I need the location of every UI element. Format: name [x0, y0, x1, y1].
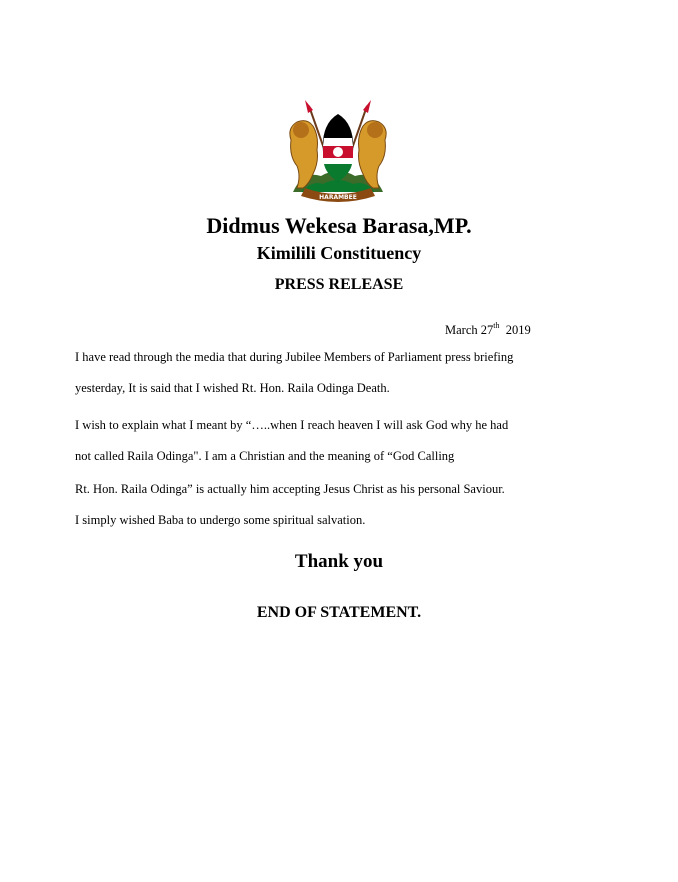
constituency-heading: Kimilili Constituency	[256, 243, 422, 263]
end-of-statement-text: END OF STATEMENT.	[256, 604, 422, 621]
motto-text: HARAMBEE	[319, 194, 357, 201]
thank-you-text: Thank you	[294, 551, 384, 572]
body-line: I simply wished Baba to undergo some spiritual salvation.	[75, 513, 366, 527]
mp-name-heading: Didmus Wekesa Barasa,MP.	[206, 213, 472, 238]
kenya-coat-of-arms-icon	[283, 100, 393, 206]
date-month-day: March 27	[445, 323, 494, 337]
body-line: yesterday, It is said that I wished Rt. Hon. Raila Odinga Death.	[75, 381, 390, 395]
press-release-title: PRESS RELEASE	[274, 276, 404, 293]
body-line: Rt. Hon. Raila Odinga” is actually him accepting Jesus Christ as his personal Saviour.	[75, 482, 505, 496]
body-line: I wish to explain what I meant by “…..when I reach heaven I will ask God why he had	[75, 418, 509, 432]
date-suffix: th	[493, 321, 500, 330]
body-line: not called Raila Odinga". I am a Christian and the meaning of “God Calling	[75, 449, 455, 463]
body-line: I have read through the media that during Jubilee Members of Parliament press briefing	[75, 350, 514, 364]
statement-date	[445, 323, 531, 338]
date-year: 2019	[505, 323, 531, 337]
